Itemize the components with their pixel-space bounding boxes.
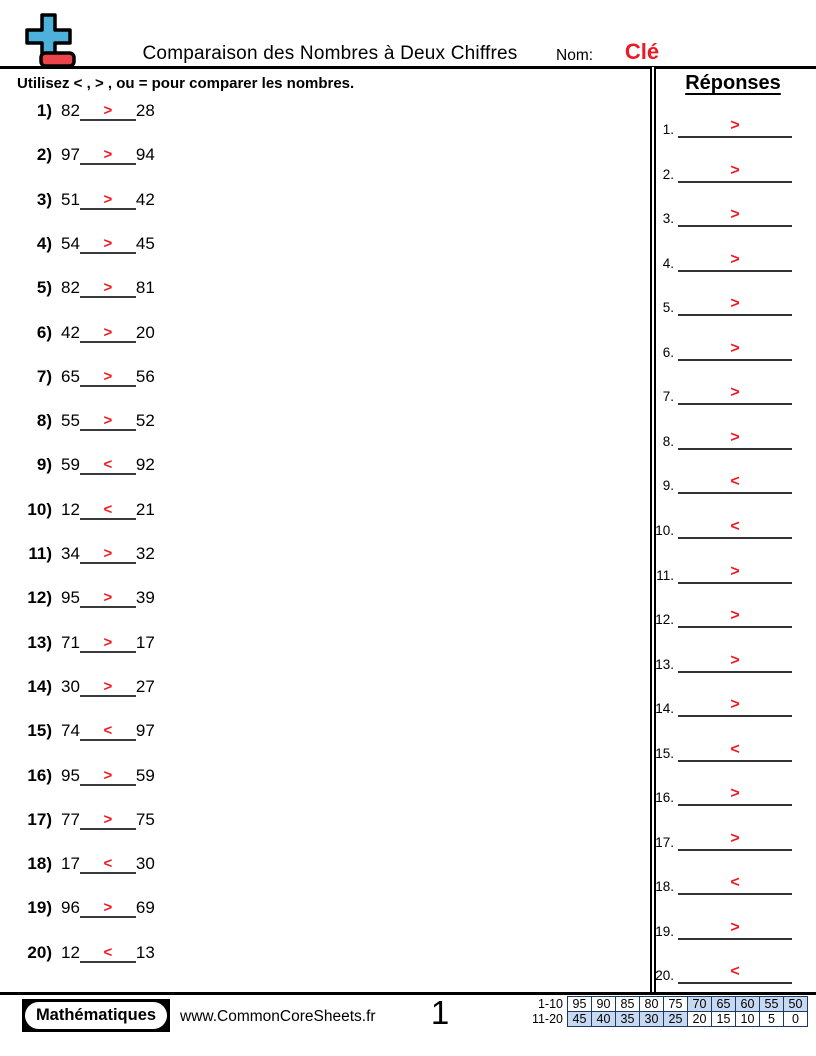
problem-right-value: 69 [135, 898, 155, 918]
answer-symbol: < [730, 740, 740, 758]
answer-symbol: > [730, 651, 740, 669]
problem-row [14, 897, 155, 918]
answer-blank [80, 940, 136, 963]
answer-line [678, 734, 792, 762]
answer-blank [80, 718, 136, 741]
problem-row [14, 587, 155, 608]
answer-number: 11. [656, 567, 674, 583]
problem-left-value: 54 [61, 233, 80, 253]
score-row [521, 1012, 808, 1027]
score-cell: 5 [760, 1012, 784, 1027]
answer-number: 9. [662, 478, 674, 494]
problem-row [14, 410, 155, 431]
problem-left-value: 77 [61, 809, 80, 829]
answer-line [678, 288, 792, 316]
problem-right-value: 42 [135, 189, 155, 209]
answer-number: 19. [655, 923, 674, 939]
answer-row [648, 335, 792, 361]
score-cell: 10 [736, 1012, 760, 1027]
comparison-symbol: > [103, 677, 113, 695]
problem-right-value: 92 [135, 455, 155, 475]
answer-line [678, 422, 792, 450]
answer-line [678, 466, 792, 494]
problem-right-value: 97 [135, 721, 155, 741]
answer-number: 12. [655, 612, 674, 628]
answer-blank [80, 408, 136, 431]
answer-line [678, 155, 792, 183]
answer-blank [80, 231, 136, 254]
answer-blank [80, 452, 136, 475]
header-rule [0, 66, 816, 69]
answer-blank [80, 187, 136, 210]
answer-row [648, 468, 792, 494]
score-cell: 35 [616, 1012, 640, 1027]
problem-right-value: 75 [135, 809, 155, 829]
answer-number: 17. [655, 834, 674, 850]
answer-line [678, 689, 792, 717]
problem-left-value: 12 [61, 942, 80, 962]
problem-number: 12) [27, 588, 52, 608]
score-cell: 0 [784, 1012, 808, 1027]
problem-left-value: 34 [61, 544, 80, 563]
problem-row [14, 454, 155, 475]
problem-right-value: 17 [135, 632, 155, 652]
answer-symbol: > [730, 428, 740, 446]
comparison-symbol: > [103, 412, 113, 430]
problem-number: 11) [28, 544, 52, 563]
problem-number: 1) [36, 101, 52, 120]
answer-symbol: > [730, 696, 740, 714]
score-cell: 75 [664, 997, 688, 1012]
comparison-symbol: > [103, 190, 113, 208]
answer-line [678, 556, 792, 584]
problem-left-value: 95 [61, 765, 80, 785]
answer-number: 10. [655, 522, 674, 538]
problem-number: 13) [27, 632, 52, 652]
problem-right-value: 20 [135, 322, 155, 342]
problem-number: 19) [27, 898, 52, 918]
problem-number: 4) [36, 233, 52, 253]
answer-row [648, 513, 792, 539]
problem-number: 6) [36, 322, 52, 342]
problem-left-value: 82 [61, 101, 80, 120]
score-cell: 20 [688, 1012, 712, 1027]
answer-line [678, 823, 792, 851]
problem-row [14, 632, 155, 653]
instructions-text: Utilisez < , > , ou = pour comparer les nombres. [17, 75, 355, 92]
problem-left-value: 12 [61, 499, 80, 519]
answer-line [678, 645, 792, 673]
score-cell: 15 [712, 1012, 736, 1027]
problem-right-value: 45 [135, 233, 155, 253]
problem-left-value: 71 [61, 632, 80, 652]
comparison-symbol: < [103, 943, 113, 961]
answer-row [648, 914, 792, 940]
answer-row [648, 825, 792, 851]
answer-symbol: > [730, 562, 740, 580]
score-cell: 40 [592, 1012, 616, 1027]
problem-row [14, 543, 155, 564]
answer-number: 18. [655, 879, 674, 895]
answer-row [648, 246, 792, 272]
problem-row [14, 189, 155, 210]
answer-blank [80, 630, 136, 653]
problem-right-value: 32 [135, 544, 155, 563]
problem-right-value: 56 [135, 366, 155, 386]
answer-number: 15. [655, 745, 674, 761]
answer-symbol: > [730, 161, 740, 179]
answer-symbol: > [730, 829, 740, 847]
answer-number: 2. [662, 166, 674, 182]
problem-left-value: 42 [61, 322, 80, 342]
answer-row [648, 958, 792, 984]
page-number: 1 [430, 994, 450, 1031]
problem-number: 5) [36, 278, 52, 298]
answer-row [648, 201, 792, 227]
comparison-symbol: > [103, 102, 113, 119]
brand-badge [22, 999, 170, 1032]
problem-number: 8) [36, 411, 52, 431]
answer-number: 20. [655, 968, 674, 984]
score-cell: 60 [736, 997, 760, 1012]
problem-right-value: 13 [135, 942, 155, 962]
comparison-symbol: > [103, 766, 113, 784]
answer-line [678, 778, 792, 806]
problem-right-value: 39 [135, 588, 155, 608]
problem-left-value: 55 [61, 411, 80, 431]
answer-row [648, 157, 792, 183]
answer-number: 4. [662, 255, 674, 271]
problem-row [14, 765, 155, 786]
comparison-symbol: > [103, 899, 113, 917]
answer-blank [80, 541, 136, 564]
answer-blank [80, 320, 136, 343]
score-cell: 45 [568, 1012, 592, 1027]
comparison-symbol: < [103, 722, 113, 740]
problem-right-value: 27 [135, 676, 155, 696]
problem-left-value: 95 [61, 588, 80, 608]
answers-header: Réponses [685, 72, 781, 94]
comparison-symbol: > [103, 589, 113, 607]
problem-left-value: 97 [61, 145, 80, 165]
score-cell: 25 [664, 1012, 688, 1027]
problem-number: 10) [27, 499, 52, 519]
brand-label: Mathématiques [25, 1002, 167, 1029]
comparison-symbol: > [103, 279, 113, 297]
answer-symbol: > [730, 339, 740, 357]
problem-row [14, 100, 155, 121]
answer-symbol: < [730, 963, 740, 981]
answer-symbol: > [730, 250, 740, 268]
problem-right-value: 28 [135, 101, 155, 120]
score-cell: 85 [616, 997, 640, 1012]
website-text: www.CommonCoreSheets.fr [180, 1008, 376, 1025]
answer-line [678, 600, 792, 628]
answer-symbol: > [730, 117, 740, 134]
score-row-label: 1-10 [521, 997, 568, 1012]
score-cell: 95 [568, 997, 592, 1012]
answer-number: 6. [662, 344, 674, 360]
answer-symbol: > [730, 918, 740, 936]
problem-row [14, 809, 155, 830]
answer-blank [80, 585, 136, 608]
problem-row [14, 277, 155, 298]
problem-number: 20) [27, 942, 52, 962]
answer-blank [80, 851, 136, 874]
problem-number: 2) [36, 145, 52, 165]
answer-number: 13. [655, 656, 674, 672]
comparison-symbol: < [103, 855, 113, 873]
answer-number: 16. [655, 790, 674, 806]
name-label: Nom: [556, 47, 594, 64]
comparison-symbol: > [103, 545, 113, 562]
comparison-symbol: > [103, 146, 113, 164]
problem-number: 9) [36, 455, 52, 475]
worksheet-title: Comparaison des Nombres à Deux Chiffres [142, 43, 518, 64]
answer-row [648, 647, 792, 673]
answer-line [678, 333, 792, 361]
score-cell: 30 [640, 1012, 664, 1027]
answer-line [678, 199, 792, 227]
problem-row [14, 942, 155, 963]
problem-right-value: 30 [135, 854, 155, 874]
problem-number: 15) [27, 721, 52, 741]
score-cell: 65 [712, 997, 736, 1012]
answer-line [678, 110, 792, 138]
answer-blank [80, 142, 136, 165]
answer-symbol: > [730, 785, 740, 803]
problem-left-value: 82 [61, 278, 80, 298]
answer-blank [80, 275, 136, 298]
problem-left-value: 65 [61, 366, 80, 386]
answer-symbol: > [730, 295, 740, 313]
problem-left-value: 51 [61, 189, 80, 209]
answer-number: 5. [662, 300, 674, 316]
problem-number: 17) [27, 809, 52, 829]
answer-line [678, 511, 792, 539]
answer-line [678, 377, 792, 405]
score-cell: 70 [688, 997, 712, 1012]
answer-blank [80, 763, 136, 786]
score-cell: 55 [760, 997, 784, 1012]
comparison-symbol: < [103, 456, 113, 474]
answer-row [648, 869, 792, 895]
problem-right-value: 94 [135, 145, 155, 165]
plus-minus-logo-icon [22, 12, 76, 70]
problem-left-value: 96 [61, 898, 80, 918]
answer-row [648, 290, 792, 316]
problem-right-value: 81 [135, 278, 155, 298]
answer-number: 7. [662, 389, 674, 405]
problem-row [14, 322, 155, 343]
comparison-symbol: > [103, 633, 113, 651]
answer-line [678, 956, 792, 984]
answer-number: 1. [662, 122, 674, 137]
answer-number: 3. [662, 211, 674, 227]
answer-line [678, 244, 792, 272]
answer-row [648, 780, 792, 806]
score-cell: 50 [784, 997, 808, 1012]
answer-line [678, 912, 792, 940]
score-row [521, 997, 808, 1012]
problem-left-value: 74 [61, 721, 80, 741]
comparison-symbol: > [103, 810, 113, 828]
answer-row [648, 424, 792, 450]
problem-row [14, 853, 155, 874]
problem-number: 14) [27, 676, 52, 696]
problem-row [14, 499, 155, 520]
score-cell: 90 [592, 997, 616, 1012]
answer-number: 14. [655, 701, 674, 717]
answer-symbol: > [730, 607, 740, 625]
answer-line [678, 867, 792, 895]
answer-symbol: < [730, 473, 740, 491]
answer-blank [80, 497, 136, 520]
problem-number: 3) [36, 189, 52, 209]
answer-blank [80, 674, 136, 697]
answer-row [648, 379, 792, 405]
comparison-symbol: > [103, 323, 113, 341]
answer-blank [80, 98, 136, 121]
comparison-symbol: > [103, 234, 113, 252]
answer-number: 8. [662, 433, 674, 449]
problem-right-value: 59 [135, 765, 155, 785]
answer-row [648, 736, 792, 762]
problem-row [14, 366, 155, 387]
problem-right-value: 52 [135, 411, 155, 431]
answer-row [648, 691, 792, 717]
answer-symbol: > [730, 206, 740, 224]
problem-left-value: 30 [61, 676, 80, 696]
score-row-label: 11-20 [521, 1012, 568, 1027]
answer-symbol: > [730, 384, 740, 402]
problem-right-value: 21 [135, 499, 155, 519]
answer-row [648, 112, 792, 138]
problem-left-value: 17 [61, 854, 80, 874]
problem-number: 7) [36, 366, 52, 386]
answer-blank [80, 807, 136, 830]
problem-row [14, 676, 155, 697]
answer-key-label: Clé [624, 39, 660, 64]
answer-symbol: < [730, 517, 740, 535]
problem-number: 16) [27, 765, 52, 785]
answer-row [648, 558, 792, 584]
answer-blank [80, 895, 136, 918]
score-cell: 80 [640, 997, 664, 1012]
answer-row [648, 602, 792, 628]
problem-left-value: 59 [61, 455, 80, 475]
score-table [521, 996, 808, 1027]
problem-row [14, 233, 155, 254]
comparison-symbol: < [103, 500, 113, 518]
problem-number: 18) [27, 854, 52, 874]
problem-row [14, 720, 155, 741]
problem-row [14, 144, 155, 165]
answer-symbol: < [730, 874, 740, 892]
comparison-symbol: > [103, 367, 113, 385]
answer-blank [80, 364, 136, 387]
